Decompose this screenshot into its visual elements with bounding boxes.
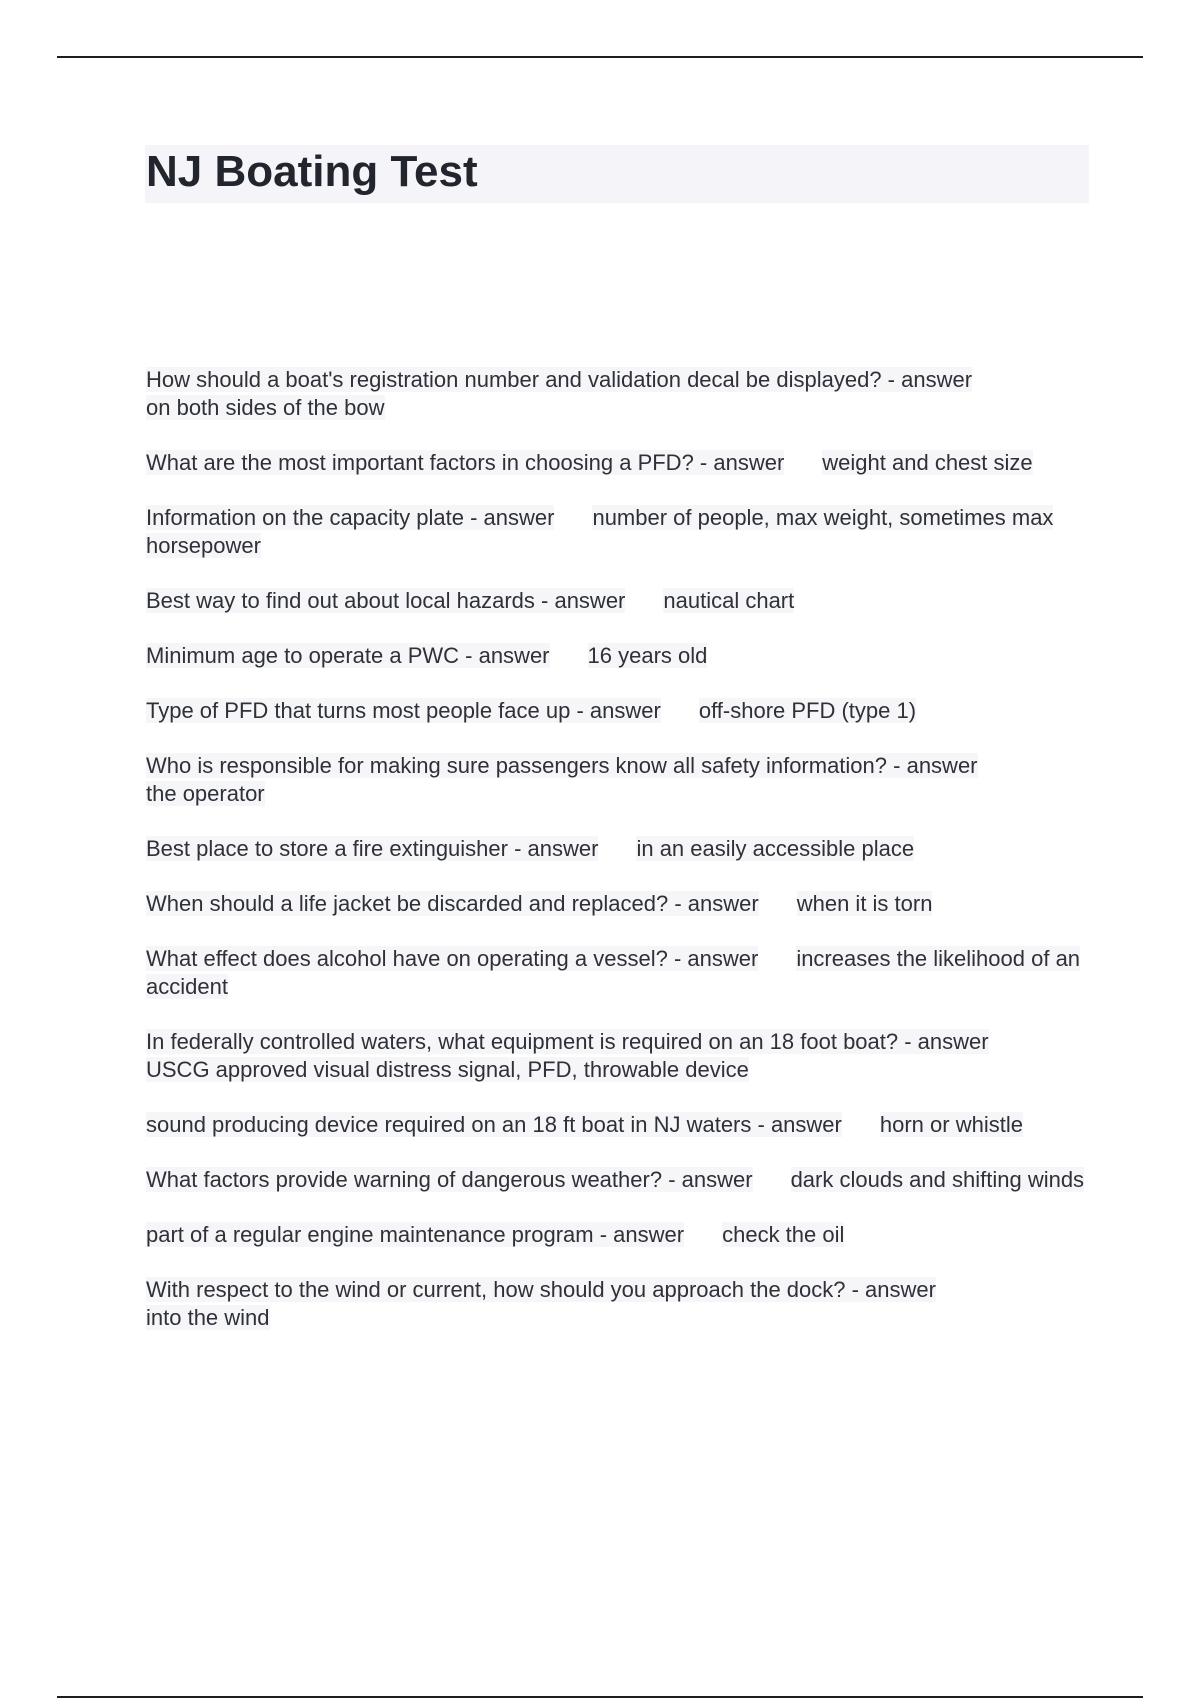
question-text: sound producing device required on an 18 ft boat in NJ waters	[146, 1112, 752, 1137]
question-text: With respect to the wind or current, how should you approach the dock?	[146, 1277, 846, 1302]
question-text: What effect does alcohol have on operating a vessel?	[146, 946, 668, 971]
qa-item	[146, 366, 1086, 422]
question-text: Best place to store a fire extinguisher	[146, 836, 508, 861]
qa-item	[146, 890, 1086, 918]
answer-text: horn or whistle	[879, 1112, 1023, 1137]
question-text: part of a regular engine maintenance program	[146, 1222, 594, 1247]
answer-text: dark clouds and shifting winds	[790, 1167, 1085, 1192]
answer-separator: - answer	[570, 698, 661, 723]
answer-separator: - answer	[459, 643, 550, 668]
answer-text: nautical chart	[663, 588, 795, 613]
qa-item	[146, 449, 1086, 477]
answer-text: when it is torn	[796, 891, 933, 916]
answer-separator: - answer	[463, 505, 555, 530]
question-text: What factors provide warning of dangerous weather?	[146, 1167, 663, 1192]
answer-text: USCG approved visual distress signal, PFD, throwable device	[146, 1057, 749, 1082]
answer-text: into the wind	[146, 1305, 270, 1330]
answer-separator: - answer	[898, 1029, 989, 1054]
qa-item	[146, 1028, 1086, 1084]
answer-text: in an easily accessible place	[636, 836, 915, 861]
question-text: Who is responsible for making sure passengers know all safety information?	[146, 753, 888, 778]
answer-text: weight and chest size	[822, 450, 1033, 475]
answer-separator: - answer	[667, 946, 759, 971]
qa-list	[146, 366, 1086, 1359]
top-rule	[57, 56, 1143, 58]
qa-item	[146, 835, 1086, 863]
answer-text: 16 years old	[587, 643, 708, 668]
answer-separator: - answer	[887, 753, 978, 778]
answer-text: the operator	[146, 781, 265, 806]
bottom-rule	[57, 1696, 1143, 1698]
qa-item	[146, 697, 1086, 725]
question-text: How should a boat's registration number and validation decal be displayed?	[146, 367, 882, 392]
answer-text: on both sides of the bow	[146, 395, 385, 420]
answer-separator: - answer	[507, 836, 599, 861]
answer-separator: - answer	[668, 891, 759, 916]
question-text: Type of PFD that turns most people face up	[146, 698, 571, 723]
answer-separator: - answer	[845, 1277, 936, 1302]
question-text: What are the most important factors in choosing a PFD?	[146, 450, 694, 475]
qa-item	[146, 642, 1086, 670]
answer-text: off-shore PFD (type 1)	[698, 698, 917, 723]
answer-separator: - answer	[881, 367, 973, 392]
qa-item	[146, 752, 1086, 808]
question-text: Minimum age to operate a PWC	[146, 643, 460, 668]
question-text: Information on the capacity plate	[146, 505, 464, 530]
page-title: NJ Boating Test	[146, 147, 478, 196]
qa-item	[146, 504, 1086, 560]
qa-item	[146, 1111, 1086, 1139]
answer-text: increases the likelihood of an accident	[146, 946, 1081, 999]
question-text: In federally controlled waters, what equipment is required on an 18 foot boat?	[146, 1029, 899, 1054]
answer-separator: - answer	[593, 1222, 685, 1247]
question-text: When should a life jacket be discarded and replaced?	[146, 891, 669, 916]
question-text: Best way to find out about local hazards	[146, 588, 535, 613]
answer-text: number of people, max weight, sometimes max horsepower	[146, 505, 1054, 558]
answer-separator: - answer	[662, 1167, 753, 1192]
qa-item	[146, 1221, 1086, 1249]
answer-separator: - answer	[751, 1112, 842, 1137]
qa-item	[146, 587, 1086, 615]
answer-separator: - answer	[534, 588, 626, 613]
answer-text: check the oil	[722, 1222, 845, 1247]
qa-item	[146, 1276, 1086, 1332]
qa-item	[146, 1166, 1086, 1194]
answer-separator: - answer	[693, 450, 785, 475]
qa-item	[146, 945, 1086, 1001]
